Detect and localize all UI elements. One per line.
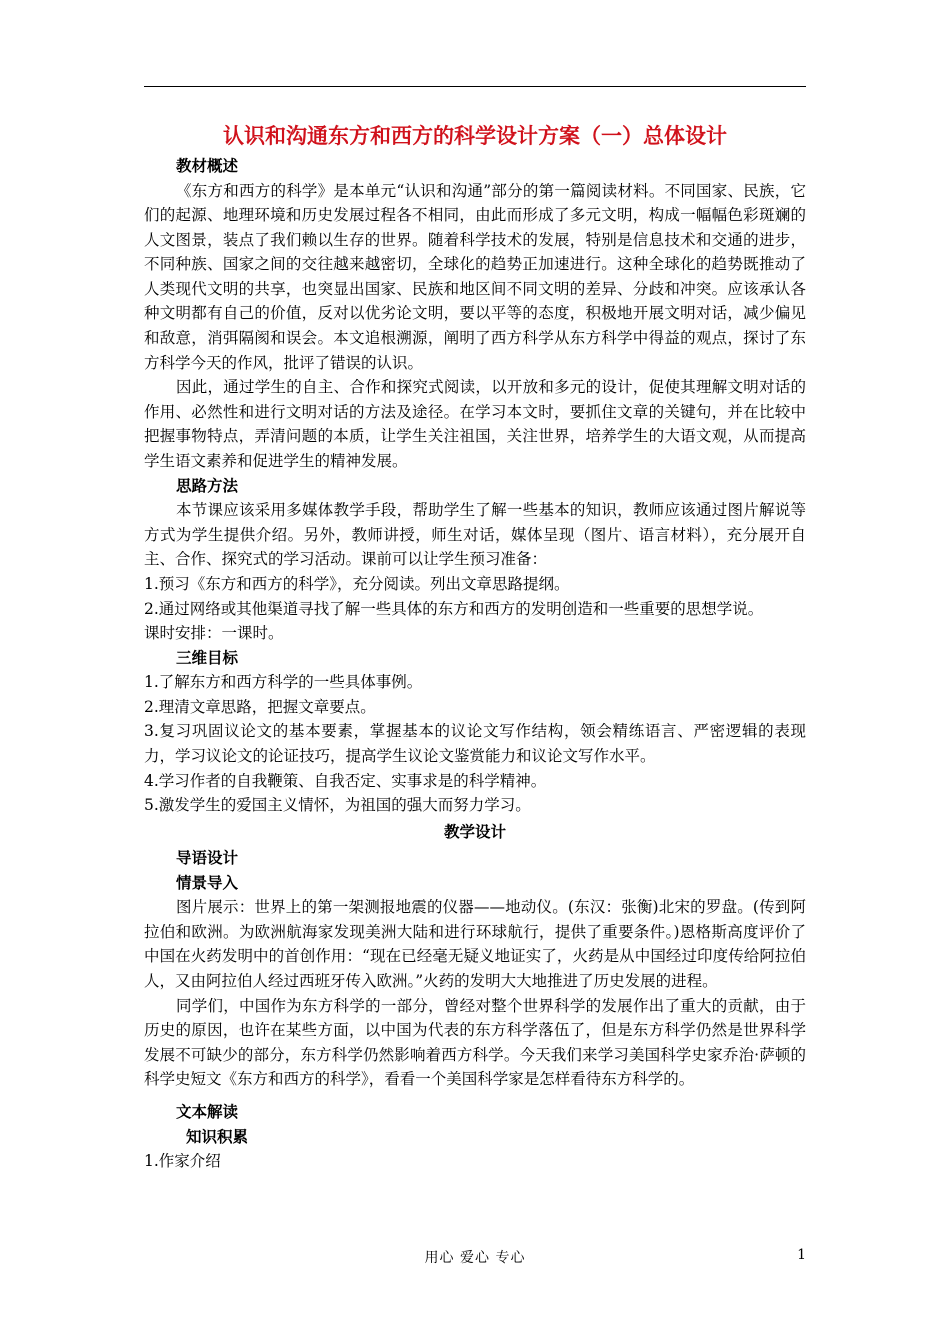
subheading-text-reading: 文本解读	[176, 1102, 239, 1121]
method-item-1: 1.预习《东方和西方的科学》，充分阅读。列出文章思路提纲。	[144, 574, 570, 593]
goal-item-1: 1.了解东方和西方科学的一些具体事例。	[144, 673, 423, 692]
page-number: 1	[797, 1247, 806, 1263]
subheading-knowledge: 知识积累	[186, 1126, 249, 1146]
header-rule	[144, 86, 806, 87]
method-item-2: 2.通过网络或其他渠道寻找了解一些具体的东方和西方的发明创造和一些重要的思想学说。	[144, 599, 764, 618]
section-heading-overview: 教材概述	[176, 156, 239, 175]
section-heading-method: 思路方法	[176, 475, 239, 495]
document-title: 认识和沟通东方和西方的科学设计方案（一）总体设计	[223, 123, 727, 148]
section-heading-goals: 三维目标	[176, 647, 239, 667]
goal-item-3: 3.复习巩固议论文的基本要素，掌握基本的议论文写作结构，领会精练语言、严密逻辑的表现力，学习议论文的论证技巧，提高学生议论文鉴赏能力和议论文写作水平。	[144, 722, 806, 765]
overview-paragraph-1: 《东方和西方的科学》是本单元“认识和沟通”部分的第一篇阅读材料。不同国家、民族，它们的起源、地理环境和历史发展过程各不相同，由此而形成了多元文明，构成一幅幅色彩斑斓的人文图景，装点了我们赖以生存的世界。随着科学技术的发展，特别是信息技术和交通的进步，不同种族、国家之间的交往越来越密切，全球化的趋势正加速进行。这种全球化的趋势既推动了人类现代文明的共享，也突显出国家、民族和地区间不同文明的差异、分歧和冲突。应该承认各种文明都有自己的价值，反对以优劣论文明，要以平等的态度，积极地开展文明对话，减少偏见和敌意，消弭隔阂和误会。本文追根溯源，阐明了西方科学从东方科学中得益的观点，探讨了东方科学今天的作风，批评了错误的认识。	[144, 181, 806, 372]
scene-paragraph-1: 图片展示：世界上的第一架测报地震的仪器——地动仪。(东汉：张衡)北宋的罗盘。(传到阿拉伯和欧洲。为欧洲航海家发现美洲大陆和进行环球航行，提供了重要条件。)恩格斯高度评价了中国在火药发明中的首创作用：“现在已经毫无疑义地证实了，火药是从中国经过印度传给阿拉伯人，又由阿拉伯人经过西班牙传入欧洲。”火药的发明大大地推进了历史发展的进程。	[144, 898, 806, 991]
goal-item-4: 4.学习作者的自我鞭策、自我否定、实事求是的科学精神。	[144, 771, 547, 790]
knowledge-item-1: 1.作家介绍	[144, 1152, 221, 1170]
subheading-scene-intro: 情景导入	[176, 872, 239, 892]
scene-paragraph-2: 同学们，中国作为东方科学的一部分，曾经对整个世界科学的发展作出了重大的贡献，由于历史的原因，也许在某些方面，以中国为代表的东方科学落伍了，但是东方科学仍然是世界科学发展不可缺少的部分，东方科学仍然影响着西方科学。今天我们来学习美国科学史家乔治·萨顿的科学史短文《东方和西方的科学》，看看一个美国科学家是怎样看待东方科学的。	[144, 996, 806, 1089]
page-footer	[0, 1247, 950, 1267]
section-heading-teaching-design: 教学设计	[443, 821, 506, 841]
goal-item-5: 5.激发学生的爱国主义情怀，为祖国的强大而努力学习。	[144, 796, 531, 815]
footer-motto: 用心 爱心 专心	[424, 1250, 526, 1266]
spacer	[144, 1092, 806, 1100]
subheading-intro-design: 导语设计	[176, 848, 239, 868]
goal-item-2: 2.理清文章思路，把握文章要点。	[144, 697, 376, 716]
overview-paragraph-2: 因此，通过学生的自主、合作和探究式阅读，以开放和多元的设计，促使其理解文明对话的作用、必然性和进行文明对话的方法及途径。在学习本文时，要抓住文章的关键句，并在比较中把握事物特点，弄清问题的本质，让学生关注祖国，关注世界，培养学生的大语文观，从而提高学生语文素养和促进学生的精神发展。	[144, 378, 806, 471]
document-body	[144, 120, 806, 1174]
method-paragraph: 本节课应该采用多媒体教学手段，帮助学生了解一些基本的知识，教师应该通过图片解说等方式为学生提供介绍。另外，教师讲授，师生对话，媒体呈现（图片、语言材料），充分展开自主、合作、探究式的学习活动。课前可以让学生预习准备：	[144, 501, 806, 569]
method-item-3: 课时安排：一课时。	[144, 624, 284, 643]
